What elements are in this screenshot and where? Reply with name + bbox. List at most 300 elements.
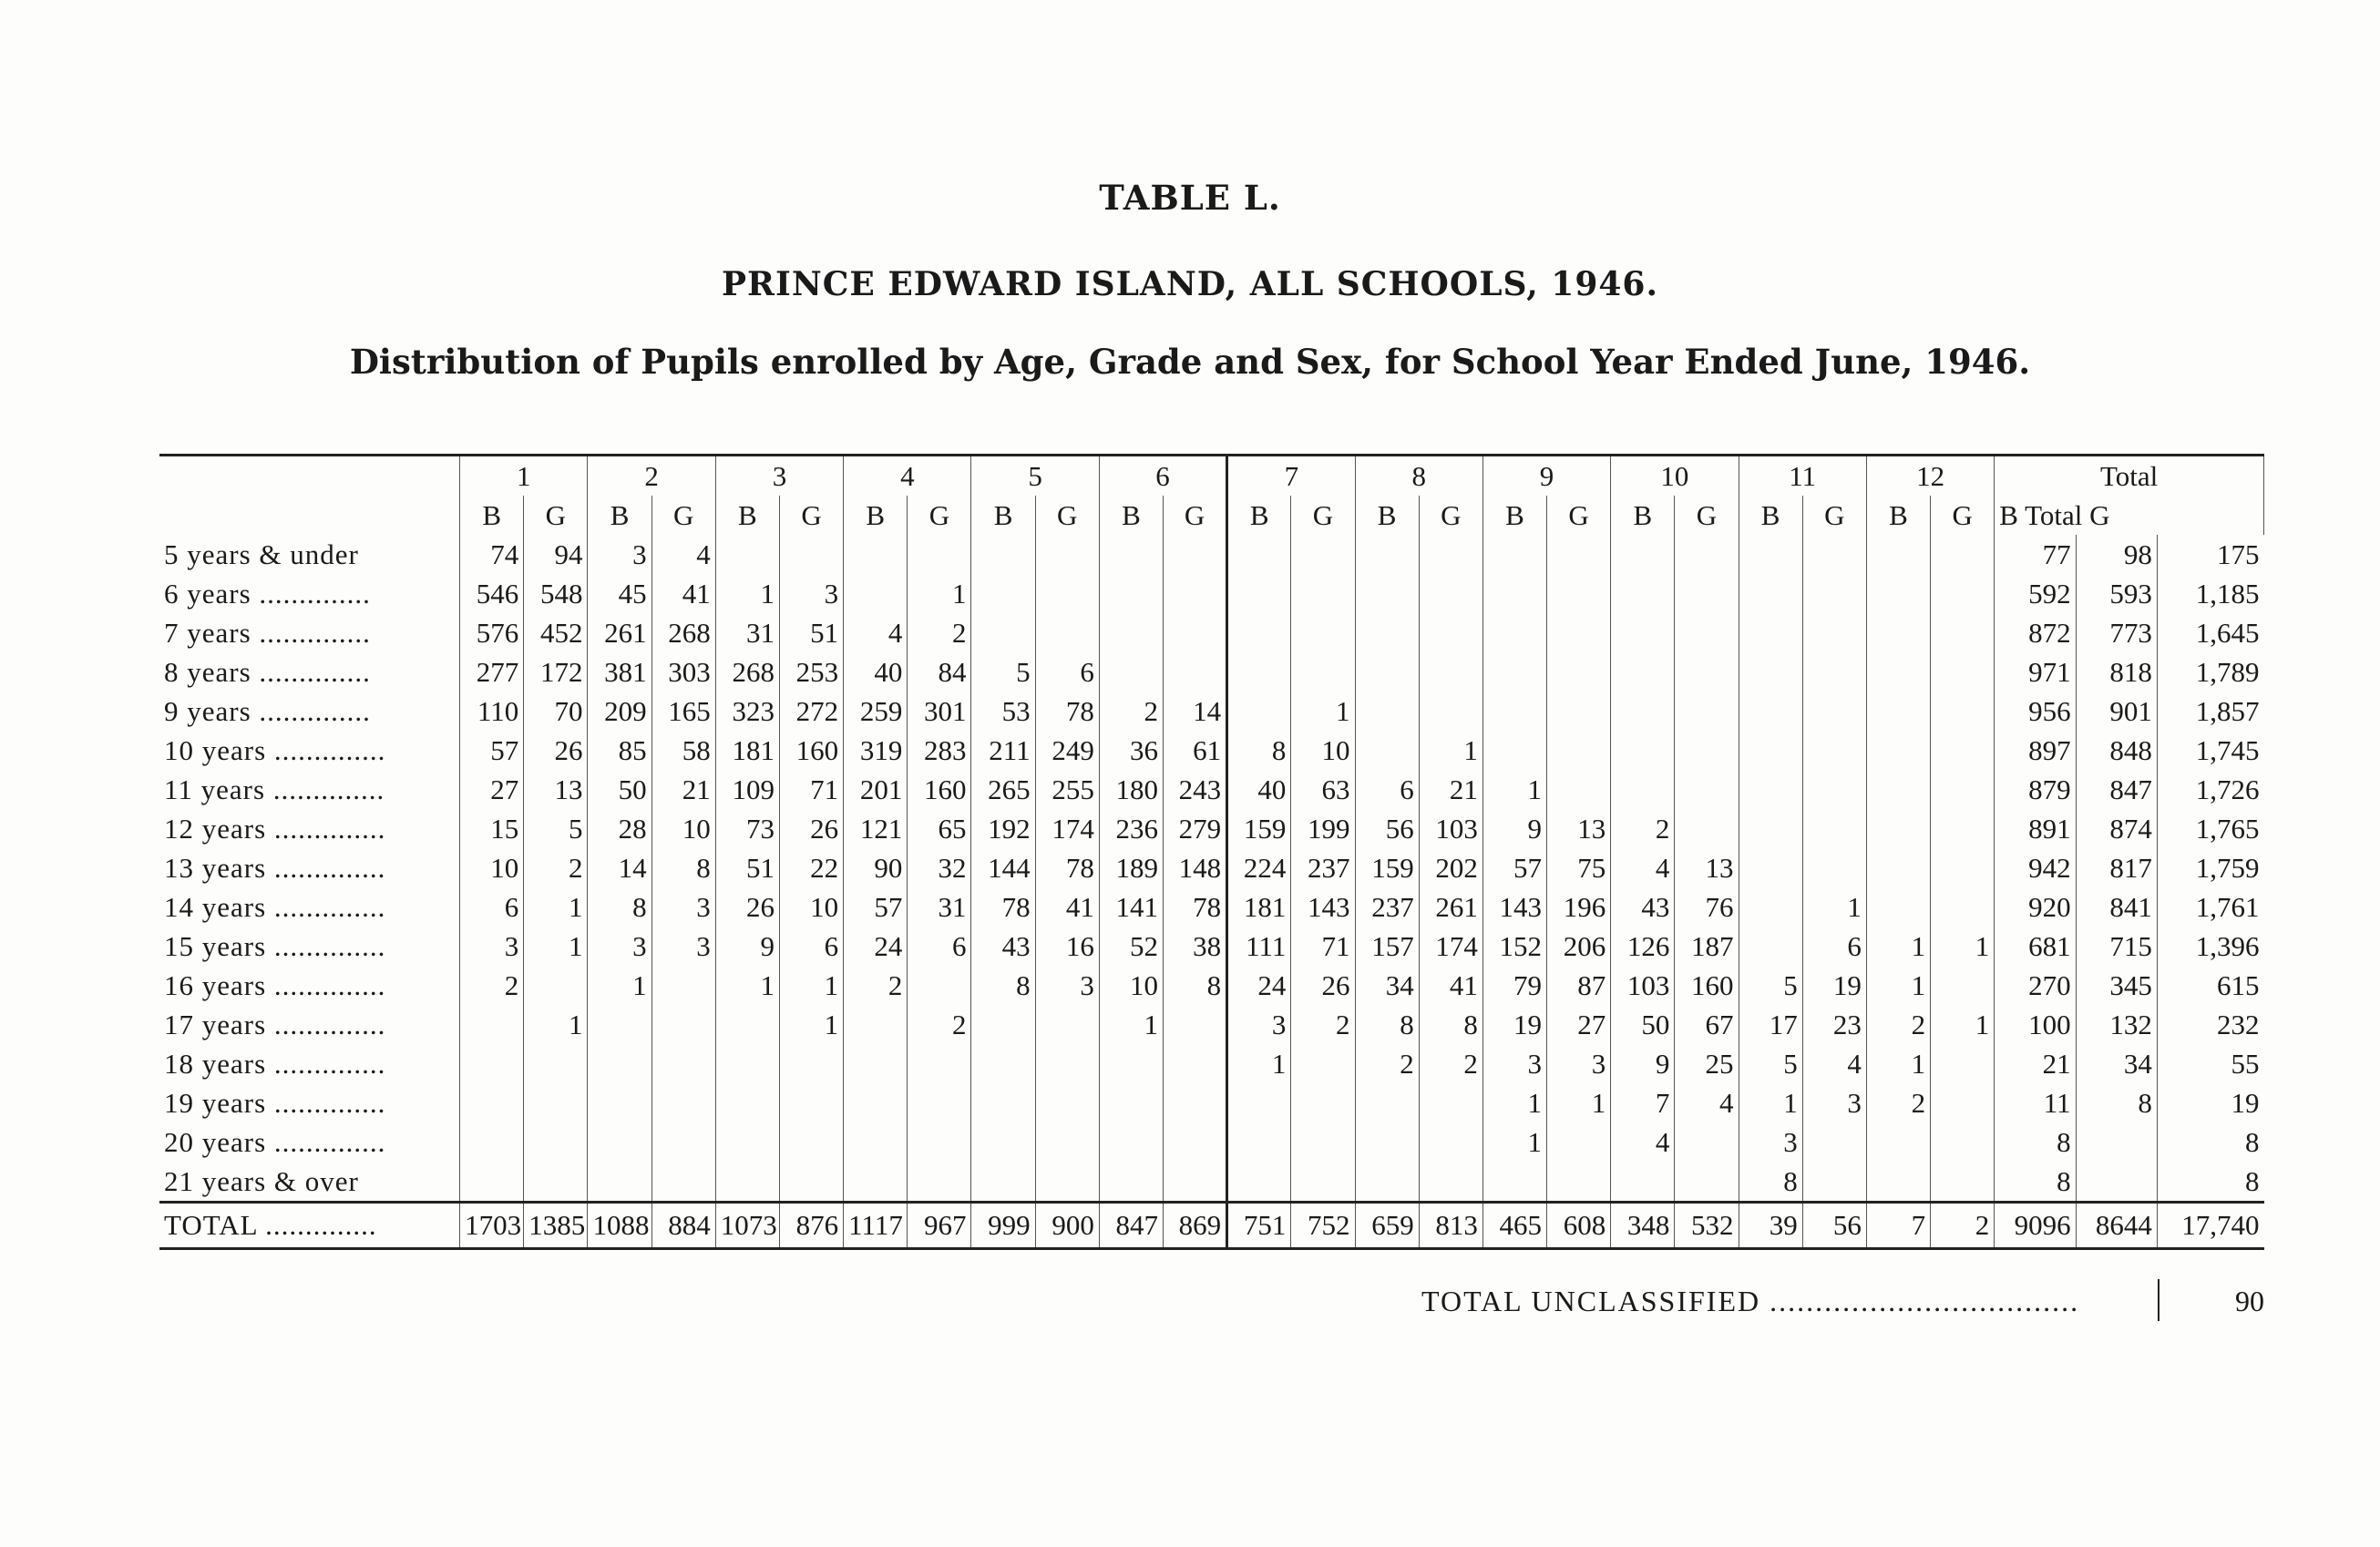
table-cell: 348 <box>1611 1203 1675 1249</box>
table-cell: 999 <box>971 1203 1035 1249</box>
table-cell <box>1802 1122 1866 1162</box>
table-cell: 897 <box>1995 731 2076 770</box>
sex-header-6-b: B <box>1099 496 1163 535</box>
table-cell: 3 <box>651 927 715 966</box>
table-cell <box>1866 535 1930 574</box>
table-cell: 36 <box>1099 731 1163 770</box>
table-cell: 26 <box>524 731 588 770</box>
table-cell: 75 <box>1547 848 1611 887</box>
table-cell: 55 <box>2231 1047 2260 1080</box>
table-cell: 1,857 <box>2195 694 2260 727</box>
table-row <box>159 1083 2264 1122</box>
table-cell: 847 <box>1099 1203 1163 1249</box>
table-cell: 1073 <box>715 1203 779 1249</box>
table-row <box>159 770 2264 809</box>
table-cell: 2 <box>1291 1005 1355 1044</box>
table-cell: 1 <box>1482 1122 1546 1162</box>
table-cell <box>844 1083 908 1122</box>
table-cell <box>651 1083 715 1122</box>
table-cell: 31 <box>908 887 971 927</box>
table-cell: 13 <box>1547 809 1611 848</box>
table-cell <box>1547 535 1611 574</box>
table-cell: 847 <box>2076 770 2157 809</box>
table-cell: 109 <box>715 770 779 809</box>
table-cell: 192 <box>971 809 1035 848</box>
table-cell: 189 <box>1099 848 1163 887</box>
table-cell: 67 <box>1675 1005 1739 1044</box>
table-cell <box>1675 613 1739 652</box>
table-cell: 17 <box>1739 1005 1802 1044</box>
table-cell <box>1164 574 1227 613</box>
table-cell <box>1611 770 1675 809</box>
row-label: 11 years .............. <box>159 770 460 809</box>
table-cell: 73 <box>715 809 779 848</box>
table-cell: 10 <box>651 809 715 848</box>
table-cell: 1 <box>524 1005 588 1044</box>
table-cell <box>1419 574 1482 613</box>
sex-header-7-b: B <box>1227 496 1291 535</box>
table-cell: 202 <box>1419 848 1482 887</box>
table-cell <box>1227 1083 1291 1122</box>
table-cell: 172 <box>524 652 588 692</box>
table-cell <box>1035 574 1099 613</box>
table-cell: 206 <box>1547 927 1611 966</box>
table-cell: 45 <box>588 574 651 613</box>
unclassified-footer <box>1421 1285 2264 1318</box>
table-row <box>159 574 2264 613</box>
table-cell: 8 <box>971 966 1035 1005</box>
table-cell: 8 <box>2076 1083 2157 1122</box>
table-cell: 752 <box>1291 1203 1355 1249</box>
table-cell: 1,645 <box>2195 616 2260 649</box>
sex-header-8-b: B <box>1355 496 1419 535</box>
table-cell <box>715 1005 779 1044</box>
row-label: 7 years .............. <box>159 613 460 652</box>
table-cell: 967 <box>908 1203 971 1249</box>
table-cell: 546 <box>460 574 524 613</box>
table-cell <box>1931 574 1995 613</box>
table-cell: 2 <box>908 1005 971 1044</box>
table-cell: 841 <box>2076 887 2157 927</box>
table-cell: 24 <box>1227 966 1291 1005</box>
table-cell <box>1931 535 1995 574</box>
table-cell <box>1164 1083 1227 1122</box>
table-cell: 57 <box>844 887 908 927</box>
table-cell: 159 <box>1355 848 1419 887</box>
table-cell: 10 <box>460 848 524 887</box>
table-cell: 8 <box>1164 966 1227 1005</box>
table-cell: 6 <box>779 927 843 966</box>
table-cell: 28 <box>588 809 651 848</box>
table-cell: 3 <box>588 927 651 966</box>
table-cell <box>1802 770 1866 809</box>
table-cell: 8 <box>1995 1122 2076 1162</box>
table-cell: 659 <box>1355 1203 1419 1249</box>
table-cell: 3 <box>1802 1083 1866 1122</box>
table-cell <box>1547 770 1611 809</box>
table-cell: 8 <box>1739 1162 1802 1203</box>
table-cell <box>1227 535 1291 574</box>
table-cell <box>1227 652 1291 692</box>
table-cell <box>844 1122 908 1162</box>
table-cell: 160 <box>1675 966 1739 1005</box>
table-cell: 3 <box>460 927 524 966</box>
header-corner <box>159 456 460 497</box>
table-cell <box>1739 809 1802 848</box>
table-cell: 2 <box>1931 1203 1995 1249</box>
table-cell <box>1355 613 1419 652</box>
table-cell <box>844 1005 908 1044</box>
table-cell: 4 <box>1802 1044 1866 1083</box>
table-cell: 3 <box>779 574 843 613</box>
table-cell: 891 <box>1995 809 2076 848</box>
table-cell <box>524 1122 588 1162</box>
table-cell: 1 <box>1547 1083 1611 1122</box>
table-cell: 78 <box>1035 692 1099 731</box>
table-cell: 8 <box>1227 731 1291 770</box>
table-cell: 19 <box>1802 966 1866 1005</box>
table-row <box>159 731 2264 770</box>
table-cell <box>779 535 843 574</box>
table-cell: 5 <box>1739 966 1802 1005</box>
table-cell: 1 <box>1739 1083 1802 1122</box>
table-cell <box>1931 1083 1995 1122</box>
table-cell: 63 <box>1291 770 1355 809</box>
table-cell: 76 <box>1675 887 1739 927</box>
table-cell: 78 <box>971 887 1035 927</box>
table-cell: 143 <box>1482 887 1546 927</box>
table-cell <box>908 1044 971 1083</box>
sex-header-1-g: G <box>524 496 588 535</box>
table-cell: 1 <box>715 966 779 1005</box>
table-cell: 3 <box>1482 1044 1546 1083</box>
table-cell <box>1611 574 1675 613</box>
table-cell <box>1866 1162 1930 1203</box>
table-row <box>159 848 2264 887</box>
table-subtitle: PRINCE EDWARD ISLAND, ALL SCHOOLS, 1946. <box>721 265 1659 303</box>
table-cell <box>971 1005 1035 1044</box>
table-cell: 5 <box>524 809 588 848</box>
sex-header-9-b: B <box>1482 496 1546 535</box>
table-cell <box>1931 1122 1995 1162</box>
table-cell: 249 <box>1035 731 1099 770</box>
table-cell: 196 <box>1547 887 1611 927</box>
table-cell <box>1419 1083 1482 1122</box>
table-cell <box>1482 613 1546 652</box>
table-cell: 283 <box>908 731 971 770</box>
table-cell <box>1675 1122 1739 1162</box>
table-cell: 303 <box>651 652 715 692</box>
table-cell: 174 <box>1419 927 1482 966</box>
table-cell <box>1611 692 1675 731</box>
table-cell: 175 <box>2217 538 2260 570</box>
table-cell <box>1482 1162 1546 1203</box>
table-cell <box>1164 1122 1227 1162</box>
table-cell <box>1802 692 1866 731</box>
table-cell <box>1355 1122 1419 1162</box>
table-cell: 1 <box>908 574 971 613</box>
table-cell <box>1611 652 1675 692</box>
table-cell: 34 <box>2076 1044 2157 1083</box>
table-cell: 21 <box>1995 1044 2076 1083</box>
table-cell: 2 <box>524 848 588 887</box>
table-cell: 2 <box>1355 1044 1419 1083</box>
table-cell: 160 <box>908 770 971 809</box>
grade-header-9: 9 <box>1482 456 1610 497</box>
unclassified-value: 90 <box>2235 1285 2264 1317</box>
table-cell <box>1035 1005 1099 1044</box>
table-cell <box>908 966 971 1005</box>
table-cell <box>1739 535 1802 574</box>
table-cell: 323 <box>715 692 779 731</box>
table-cell <box>1739 848 1802 887</box>
table-cell: 148 <box>1164 848 1227 887</box>
row-label: 14 years .............. <box>159 887 460 927</box>
table-cell <box>1739 731 1802 770</box>
table-row <box>159 927 2264 966</box>
table-cell <box>588 1122 651 1162</box>
table-cell: 8 <box>1355 1005 1419 1044</box>
table-cell: 1385 <box>524 1203 588 1249</box>
table-cell: 5 <box>1739 1044 1802 1083</box>
row-label: 21 years & over <box>159 1162 460 1203</box>
table-cell: 22 <box>779 848 843 887</box>
table-cell <box>1355 535 1419 574</box>
table-cell <box>651 1162 715 1203</box>
table-cell: 1 <box>1866 1044 1930 1083</box>
table-cell: 1 <box>1291 692 1355 731</box>
table-cell <box>1164 652 1227 692</box>
table-cell <box>1035 535 1099 574</box>
table-cell: 532 <box>1675 1203 1739 1249</box>
table-cell: 10 <box>779 887 843 927</box>
table-cell: 1088 <box>588 1203 651 1249</box>
table-cell: 7 <box>1866 1203 1930 1249</box>
table-cell: 38 <box>1164 927 1227 966</box>
table-cell: 53 <box>971 692 1035 731</box>
table-cell: 956 <box>1995 692 2076 731</box>
table-cell <box>1547 1162 1611 1203</box>
table-cell: 381 <box>588 652 651 692</box>
table-cell <box>1164 1005 1227 1044</box>
table-cell <box>460 1005 524 1044</box>
table-cell: 4 <box>844 613 908 652</box>
total-sub-header: B Total G <box>1995 496 2264 535</box>
table-cell <box>651 1044 715 1083</box>
table-cell <box>460 1162 524 1203</box>
table-cell: 187 <box>1675 927 1739 966</box>
table-cell: 1,396 <box>2195 929 2260 962</box>
table-cell: 884 <box>651 1203 715 1249</box>
table-cell: 9096 <box>1995 1203 2076 1249</box>
table-cell <box>779 1122 843 1162</box>
table-cell: 2 <box>1866 1005 1930 1044</box>
table-cell: 87 <box>1547 966 1611 1005</box>
table-row <box>159 652 2264 692</box>
table-cell: 56 <box>1355 809 1419 848</box>
table-cell <box>971 574 1035 613</box>
table-cell: 818 <box>2076 652 2157 692</box>
table-cell <box>588 1083 651 1122</box>
table-cell: 1,726 <box>2195 773 2260 805</box>
row-label: 15 years .............. <box>159 927 460 966</box>
table-cell <box>1099 652 1163 692</box>
table-cell <box>1802 809 1866 848</box>
table-cell <box>1164 1044 1227 1083</box>
table-cell <box>1675 692 1739 731</box>
table-cell: 40 <box>844 652 908 692</box>
table-cell <box>1931 809 1995 848</box>
table-cell <box>715 1162 779 1203</box>
sex-header-9-g: G <box>1547 496 1611 535</box>
table-cell <box>1035 1083 1099 1122</box>
row-label: 18 years .............. <box>159 1044 460 1083</box>
table-cell: 268 <box>651 613 715 652</box>
row-label: TOTAL .............. <box>159 1203 460 1249</box>
table-cell <box>1802 1162 1866 1203</box>
table-cell: 165 <box>651 692 715 731</box>
table-row <box>159 1122 2264 1162</box>
table-cell <box>1739 770 1802 809</box>
table-cell <box>1099 1083 1163 1122</box>
table-cell: 32 <box>908 848 971 887</box>
sex-header-4-b: B <box>844 496 908 535</box>
table-cell <box>1099 613 1163 652</box>
row-label: 6 years .............. <box>159 574 460 613</box>
table-cell: 85 <box>588 731 651 770</box>
table-cell <box>1931 848 1995 887</box>
table-cell <box>1675 731 1739 770</box>
grade-header-5: 5 <box>971 456 1099 497</box>
sex-header-12-g: G <box>1931 496 1995 535</box>
table-cell <box>588 1005 651 1044</box>
table-row <box>159 809 2264 848</box>
table-cell: 78 <box>1035 848 1099 887</box>
table-cell: 84 <box>908 652 971 692</box>
table-cell: 25 <box>1675 1044 1739 1083</box>
table-cell: 180 <box>1099 770 1163 809</box>
grade-header-8: 8 <box>1355 456 1482 497</box>
sex-header-10-g: G <box>1675 496 1739 535</box>
table-cell: 901 <box>2076 692 2157 731</box>
table-cell: 268 <box>715 652 779 692</box>
table-cell <box>1355 692 1419 731</box>
table-cell: 13 <box>524 770 588 809</box>
table-cell <box>1482 731 1546 770</box>
table-cell: 111 <box>1227 927 1291 966</box>
table-cell: 19 <box>2231 1086 2260 1119</box>
sex-header-11-b: B <box>1739 496 1802 535</box>
table-cell: 144 <box>971 848 1035 887</box>
table-cell: 751 <box>1227 1203 1291 1249</box>
table-cell: 4 <box>1611 1122 1675 1162</box>
table-cell <box>1931 692 1995 731</box>
table-row <box>159 613 2264 652</box>
table-cell <box>844 1044 908 1083</box>
table-cell: 126 <box>1611 927 1675 966</box>
table-cell <box>1099 1122 1163 1162</box>
table-cell <box>1866 887 1930 927</box>
table-cell <box>1291 613 1355 652</box>
table-cell: 19 <box>1482 1005 1546 1044</box>
table-cell: 548 <box>524 574 588 613</box>
table-cell: 279 <box>1164 809 1227 848</box>
table-cell <box>1931 1044 1995 1083</box>
header-corner-sub <box>159 496 460 535</box>
table-cell <box>460 1083 524 1122</box>
table-cell <box>1355 652 1419 692</box>
table-cell <box>1227 692 1291 731</box>
table-cell <box>1675 535 1739 574</box>
table-cell: 1,185 <box>2195 577 2260 610</box>
sex-header-5-g: G <box>1035 496 1099 535</box>
table-cell: 255 <box>1035 770 1099 809</box>
table-cell: 157 <box>1355 927 1419 966</box>
total-header: Total <box>1995 456 2264 497</box>
table-cell: 34 <box>1355 966 1419 1005</box>
table-cell: 56 <box>1802 1203 1866 1249</box>
table-cell: 9 <box>1482 809 1546 848</box>
table-cell: 6 <box>1802 927 1866 966</box>
table-cell <box>1866 770 1930 809</box>
table-cell: 24 <box>844 927 908 966</box>
table-cell: 14 <box>1164 692 1227 731</box>
table-cell: 817 <box>2076 848 2157 887</box>
sex-header-11-g: G <box>1802 496 1866 535</box>
table-cell: 31 <box>715 613 779 652</box>
table-cell: 2 <box>908 613 971 652</box>
table-cell: 27 <box>460 770 524 809</box>
table-cell <box>1931 613 1995 652</box>
table-cell <box>1547 613 1611 652</box>
table-cell <box>1931 966 1995 1005</box>
footer-divider <box>2158 1279 2159 1321</box>
table-cell: 920 <box>1995 887 2076 927</box>
table-row <box>159 1005 2264 1044</box>
table-cell: 593 <box>2076 574 2157 613</box>
table-cell: 50 <box>1611 1005 1675 1044</box>
table-cell: 236 <box>1099 809 1163 848</box>
table-cell: 50 <box>588 770 651 809</box>
grade-header-11: 11 <box>1739 456 1866 497</box>
table-cell <box>1482 652 1546 692</box>
table-cell: 4 <box>1675 1083 1739 1122</box>
table-cell <box>1611 1162 1675 1203</box>
table-cell <box>524 1044 588 1083</box>
row-label: 12 years .............. <box>159 809 460 848</box>
table-cell: 224 <box>1227 848 1291 887</box>
table-cell <box>1931 652 1995 692</box>
table-cell <box>1547 692 1611 731</box>
table-cell <box>1739 927 1802 966</box>
table-cell: 3 <box>1547 1044 1611 1083</box>
table-cell: 6 <box>1035 652 1099 692</box>
sex-header-row <box>159 496 2264 535</box>
sex-header-3-g: G <box>779 496 843 535</box>
table-cell: 39 <box>1739 1203 1802 1249</box>
table-cell <box>1291 574 1355 613</box>
table-cell: 2 <box>1866 1083 1930 1122</box>
row-label: 10 years .............. <box>159 731 460 770</box>
table-cell: 40 <box>1227 770 1291 809</box>
table-cell <box>1866 809 1930 848</box>
table-cell <box>779 1083 843 1122</box>
table-cell: 15 <box>460 809 524 848</box>
table-cell <box>1419 613 1482 652</box>
table-title: TABLE L. <box>1099 178 1281 218</box>
table-cell: 41 <box>1419 966 1482 1005</box>
table-cell: 209 <box>588 692 651 731</box>
